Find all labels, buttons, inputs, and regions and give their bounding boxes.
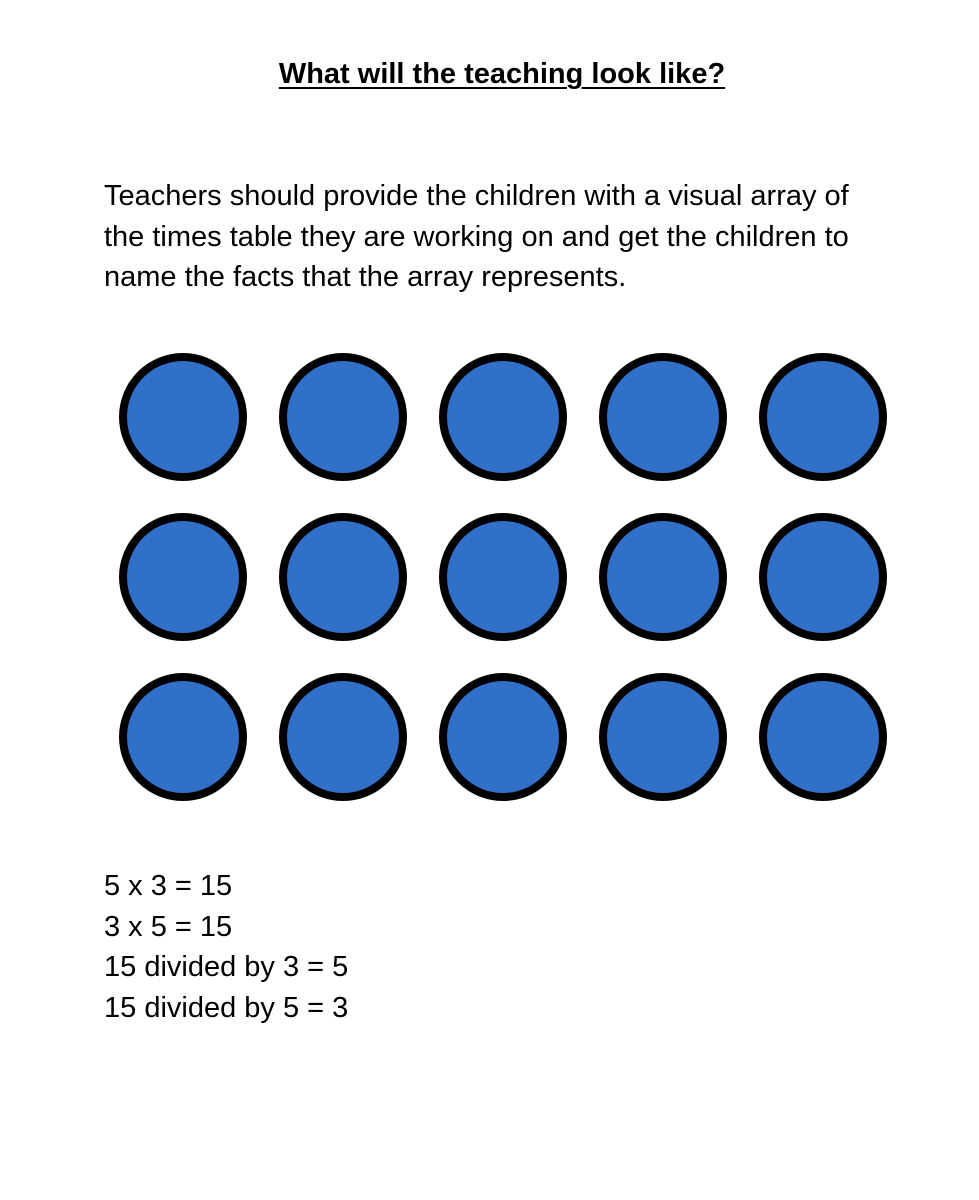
counter-circle [443, 517, 563, 637]
facts-list [104, 866, 348, 1028]
counter-circle [603, 517, 723, 637]
counter-circle [763, 357, 883, 477]
counter-circle [763, 677, 883, 797]
counter-circle [603, 677, 723, 797]
counter-circle [123, 517, 243, 637]
counter-circle [443, 357, 563, 477]
page-title: What will the teaching look like? [278, 58, 726, 90]
fact-item: 3 x 5 = 15 [104, 910, 233, 943]
counter-circle [123, 677, 243, 797]
counter-circle [123, 357, 243, 477]
counter-circle [283, 357, 403, 477]
counter-circle [603, 357, 723, 477]
counter-circle [283, 677, 403, 797]
fact-item: 5 x 3 = 15 [104, 870, 233, 902]
intro-line: the times table they are working on and get the children to [104, 220, 849, 253]
intro-line: Teachers should provide the children with a visual array of [104, 180, 849, 212]
fact-item: 15 divided by 3 = 5 [104, 951, 349, 983]
intro-line: name the facts that the array represents. [104, 261, 627, 293]
counter-circle [443, 677, 563, 797]
fact-item: 15 divided by 5 = 3 [104, 991, 349, 1024]
counter-circle [763, 517, 883, 637]
counter-circle [283, 517, 403, 637]
